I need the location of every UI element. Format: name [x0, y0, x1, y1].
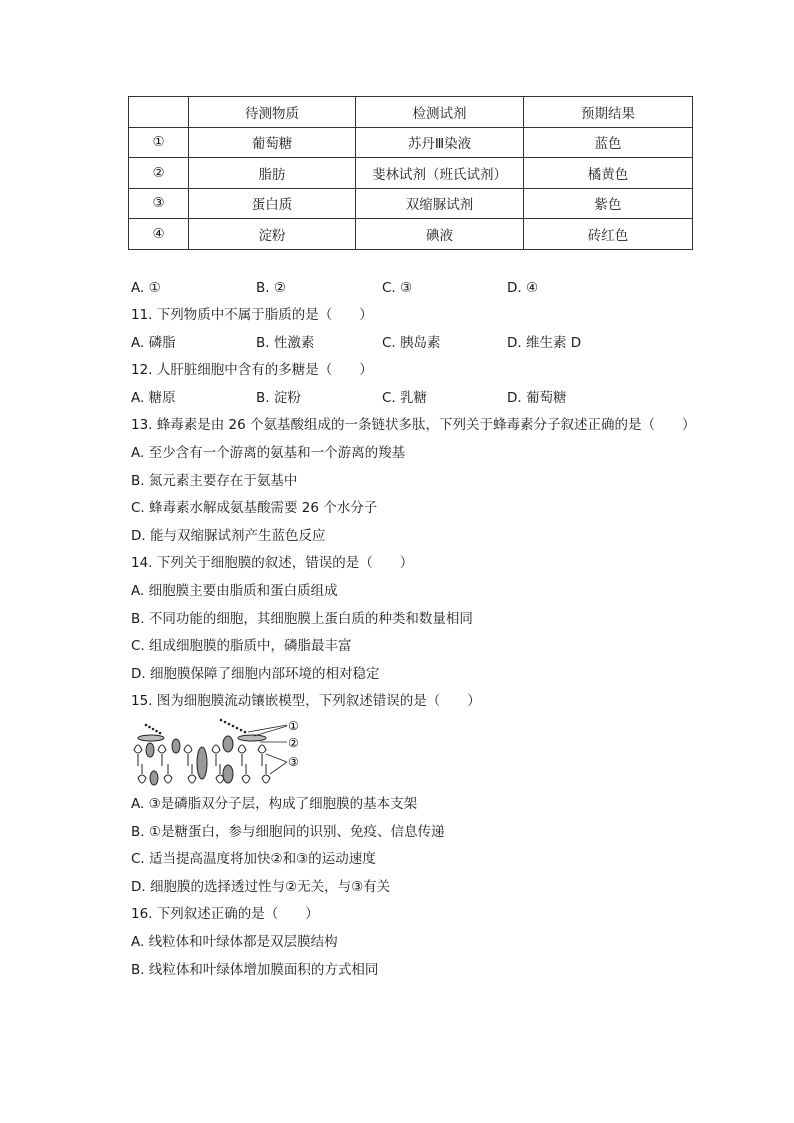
q15-option-a[interactable]: A. ③是磷脂双分子层，构成了细胞膜的基本支架 — [131, 796, 418, 812]
table-cell: 斐林试剂（班氏试剂） — [356, 158, 524, 189]
figure-label-2: ② — [288, 736, 299, 750]
table-cell: 苏丹Ⅲ染液 — [356, 127, 524, 158]
q15-option-d[interactable]: D. 细胞膜的选择透过性与②无关，与③有关 — [131, 879, 391, 895]
q12-option-c[interactable]: C. 乳糖 — [382, 390, 428, 406]
table-cell: 淀粉 — [189, 219, 356, 250]
q16-option-a[interactable]: A. 线粒体和叶绿体都是双层膜结构 — [131, 934, 338, 950]
q11-option-d[interactable]: D. 维生素 D — [507, 335, 582, 351]
table-cell: ③ — [129, 188, 189, 219]
table-cell: ④ — [129, 219, 189, 250]
table-header-cell: 检测试剂 — [356, 97, 524, 128]
table-cell: 蓝色 — [524, 127, 693, 158]
table-row — [129, 127, 693, 158]
q12-option-d[interactable]: D. 葡萄糖 — [507, 390, 567, 406]
q11-option-c[interactable]: C. 胰岛素 — [382, 335, 441, 351]
q12-option-a[interactable]: A. 糖原 — [131, 390, 176, 406]
q11-option-b[interactable]: B. 性激素 — [256, 335, 315, 351]
q10-option-c[interactable]: C. ③ — [382, 280, 413, 296]
q13-option-d[interactable]: D. 能与双缩脲试剂产生蓝色反应 — [131, 528, 326, 544]
q14-option-a[interactable]: A. 细胞膜主要由脂质和蛋白质组成 — [131, 583, 338, 599]
q14-option-d[interactable]: D. 细胞膜保障了细胞内部环境的相对稳定 — [131, 666, 380, 682]
table-cell: 葡萄糖 — [189, 127, 356, 158]
q10-option-d[interactable]: D. ④ — [507, 280, 539, 296]
q11-option-a[interactable]: A. 磷脂 — [131, 335, 176, 351]
table-cell: 脂肪 — [189, 158, 356, 189]
table-row — [129, 188, 693, 219]
label-leader-lines — [248, 725, 287, 774]
table-cell: 碘液 — [356, 219, 524, 250]
glycoprotein-icon — [138, 735, 164, 741]
q10-option-a[interactable]: A. ① — [131, 280, 161, 296]
table-cell: ② — [129, 158, 189, 189]
table-header-cell: 待测物质 — [189, 97, 356, 128]
q16-option-b[interactable]: B. 线粒体和叶绿体增加膜面积的方式相同 — [131, 962, 379, 978]
table-cell: 蛋白质 — [189, 188, 356, 219]
q12-option-b[interactable]: B. 淀粉 — [256, 390, 301, 406]
q11-stem: 11. 下列物质中不属于脂质的是（ ） — [131, 307, 373, 323]
q13-option-b[interactable]: B. 氮元素主要存在于氨基中 — [131, 473, 298, 489]
table-header-row — [129, 97, 693, 128]
table-cell: 砖红色 — [524, 219, 693, 250]
table-cell: 紫色 — [524, 188, 693, 219]
table-cell: ① — [129, 127, 189, 158]
q14-option-c[interactable]: C. 组成细胞膜的脂质中，磷脂最丰富 — [131, 638, 352, 654]
sugar-chain-icon — [145, 719, 247, 735]
table-row — [129, 158, 693, 189]
q13-option-a[interactable]: A. 至少含有一个游离的氨基和一个游离的羧基 — [131, 445, 406, 461]
glycoprotein-icon — [238, 735, 266, 741]
q15-option-b[interactable]: B. ①是糖蛋白，参与细胞间的识别、免疫、信息传递 — [131, 824, 445, 840]
q16-stem: 16. 下列叙述正确的是（ ） — [131, 906, 319, 922]
q12-stem: 12. 人肝脏细胞中含有的多糖是（ ） — [131, 362, 373, 378]
table-header-cell — [129, 97, 189, 128]
table-header-cell: 预期结果 — [524, 97, 693, 128]
figure-label-3: ③ — [288, 755, 299, 769]
table-row — [129, 219, 693, 250]
q15-option-c[interactable]: C. 适当提高温度将加快②和③的运动速度 — [131, 851, 376, 867]
q10-option-b[interactable]: B. ② — [256, 280, 286, 296]
figure-label-1: ① — [288, 719, 299, 733]
q14-stem: 14. 下列关于细胞膜的叙述，错误的是（ ） — [131, 555, 414, 571]
q15-stem: 15. 图为细胞膜流动镶嵌模型，下列叙述错误的是（ ） — [131, 693, 481, 709]
table-cell: 橘黄色 — [524, 158, 693, 189]
q14-option-b[interactable]: B. 不同功能的细胞，其细胞膜上蛋白质的种类和数量相同 — [131, 611, 473, 627]
q13-option-c[interactable]: C. 蜂毒素水解成氨基酸需要 26 个水分子 — [131, 500, 378, 516]
cell-membrane-diagram — [130, 716, 310, 786]
q13-stem: 13. 蜂毒素是由 26 个氨基酸组成的一条链状多肽，下列关于蜂毒素分子叙述正确的是（ ） — [131, 417, 696, 433]
table-cell: 双缩脲试剂 — [356, 188, 524, 219]
reagent-table — [128, 96, 693, 250]
